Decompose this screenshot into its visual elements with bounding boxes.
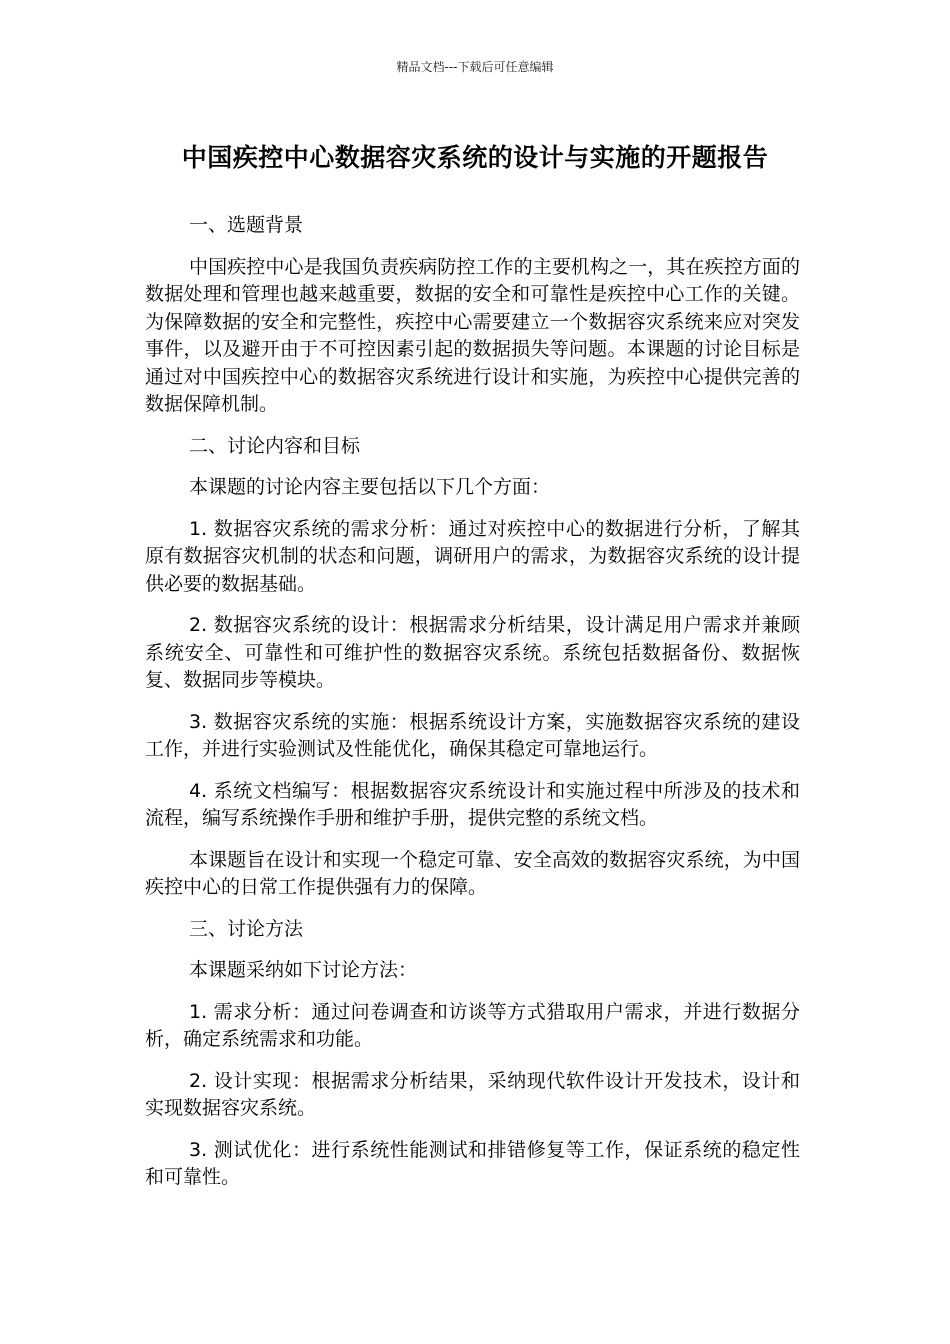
- paragraph-goal-summary: 本课题旨在设计和实现一个稳定可靠、安全高效的数据容灾系统，为中国疾控中心的日常工作提供强有力的保障。: [145, 848, 800, 898]
- list-item-method-design: 2. 设计实现：根据需求分析结果，采纳现代软件设计开发技术，设计和实现数据容灾系统。: [145, 1069, 800, 1119]
- section-heading-methods: 三、讨论方法: [189, 917, 304, 940]
- list-item-system-implementation: 3. 数据容灾系统的实施：根据系统设计方案，实施数据容灾系统的建设工作，并进行实验测试及性能优化，确保其稳定可靠地运行。: [145, 710, 800, 760]
- list-item-method-testing: 3. 测试优化：进行系统性能测试和排错修复等工作，保证系统的稳定性和可靠性。: [145, 1138, 800, 1188]
- list-item-method-requirements: 1. 需求分析：通过问卷调查和访谈等方式猎取用户需求，并进行数据分析，确定系统需求和功能。: [145, 1000, 800, 1050]
- section-heading-background: 一、选题背景: [189, 214, 304, 236]
- header-note: 精品文档---下载后可任意编辑: [396, 60, 554, 74]
- document-title: 中国疾控中心数据容灾系统的设计与实施的开题报告: [181, 143, 769, 172]
- paragraph-background: 中国疾控中心是我国负责疾病防控工作的主要机构之一，其在疾控方面的数据处理和管理也越来越重要，数据的安全和可靠性是疾控中心工作的关键。为保障数据的安全和完整性，疾控中心需要建立一个数据容灾系统来应对突发事件，以及避开由于不可控因素引起的数据损失等问题。本课题的讨论目标是通过对中国疾控中心的数据容灾系统进行设计和实施，为疾控中心提供完善的数据保障机制。: [145, 255, 800, 415]
- paragraph-content-intro: 本课题的讨论内容主要包括以下几个方面：: [189, 476, 551, 498]
- section-heading-content-goals: 二、讨论内容和目标: [189, 434, 361, 457]
- document-body: [145, 212, 800, 1206]
- list-item-requirements-analysis: 1. 数据容灾系统的需求分析：通过对疾控中心的数据进行分析，了解其原有数据容灾机制的状态和问题，调研用户的需求，为数据容灾系统的设计提供必要的数据基础。: [145, 517, 800, 595]
- paragraph-methods-intro: 本课题采纳如下讨论方法：: [189, 959, 418, 981]
- list-item-documentation: 4. 系统文档编写：根据数据容灾系统设计和实施过程中所涉及的技术和流程，编写系统操作手册和维护手册，提供完整的系统文档。: [145, 779, 800, 829]
- list-item-system-design: 2. 数据容灾系统的设计：根据需求分析结果，设计满足用户需求并兼顾系统安全、可靠性和可维护性的数据容灾系统。系统包括数据备份、数据恢复、数据同步等模块。: [145, 614, 800, 691]
